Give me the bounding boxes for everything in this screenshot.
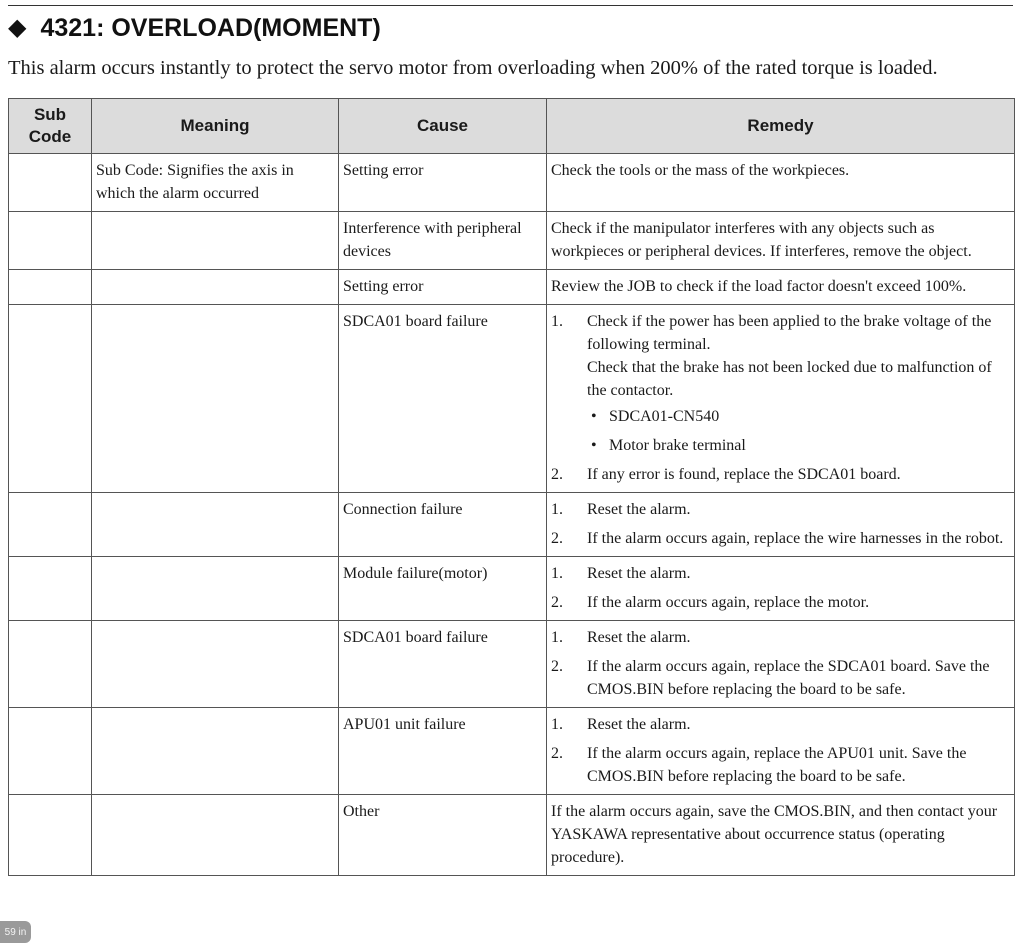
- step-number: 2.: [551, 745, 563, 762]
- step-body: [587, 742, 1010, 788]
- step-body: [587, 591, 1010, 614]
- step-text: Reset the alarm.: [587, 629, 691, 646]
- remedy-step: [551, 562, 1010, 585]
- step-number: 2.: [551, 658, 563, 675]
- table-header-row: [9, 99, 1015, 154]
- step-text: If the alarm occurs again, replace the SDCA01 board. Save the CMOS.BIN before replacing the board to be safe.: [587, 658, 990, 698]
- step-text: Reset the alarm.: [587, 565, 691, 582]
- terminal-item: [587, 434, 1010, 457]
- table-row: [9, 212, 1015, 270]
- step-number: 1.: [551, 716, 563, 733]
- page-indicator: 59 in: [0, 921, 31, 943]
- meaning-cell: [92, 621, 339, 708]
- sub-code-cell: [9, 305, 92, 493]
- step-number: 2.: [551, 594, 563, 611]
- cause-cell: Setting error: [339, 270, 547, 305]
- terminal-item: [587, 405, 1010, 428]
- step-text: Check if the power has been applied to the brake voltage of the following terminal. Check that the brake has not been locked due to malfunction of the contactor.: [587, 313, 992, 399]
- step-text: If the alarm occurs again, replace the wire harnesses in the robot.: [587, 530, 1004, 547]
- remedy-step: [551, 310, 1010, 457]
- meaning-cell: [92, 493, 339, 557]
- meaning-cell: [92, 270, 339, 305]
- remedy-step: [551, 713, 1010, 736]
- meaning-cell: [92, 795, 339, 876]
- remedy-steps: [551, 562, 1010, 614]
- remedy-cell: [547, 493, 1015, 557]
- table-row: [9, 708, 1015, 795]
- step-body: [587, 310, 1010, 457]
- diamond-bullet-icon: ◆: [8, 14, 27, 41]
- remedy-steps: [551, 310, 1010, 486]
- remedy-step: [551, 626, 1010, 649]
- header-sub-code: Sub Code: [9, 99, 92, 154]
- terminal-name: SDCA01-CN540: [609, 408, 720, 425]
- step-body: [587, 562, 1010, 585]
- step-text: If the alarm occurs again, replace the APU01 unit. Save the CMOS.BIN before replacing the board to be safe.: [587, 745, 967, 785]
- step-number: 2.: [551, 466, 563, 483]
- step-text: If any error is found, replace the SDCA01 board.: [587, 466, 901, 483]
- step-text: Reset the alarm.: [587, 716, 691, 733]
- step-number: 1.: [551, 629, 563, 646]
- alarm-title: 4321: OVERLOAD(MOMENT): [40, 13, 381, 42]
- cause-cell: Interference with peripheral devices: [339, 212, 547, 270]
- terminal-name: Motor brake terminal: [609, 437, 746, 454]
- table-row: [9, 305, 1015, 493]
- section-heading: [8, 11, 381, 45]
- step-body: [587, 655, 1010, 701]
- remedy-cell: [547, 557, 1015, 621]
- remedy-cell: [547, 708, 1015, 795]
- step-body: [587, 527, 1010, 550]
- remedy-step: [551, 591, 1010, 614]
- remedy-step: [551, 742, 1010, 788]
- remedy-steps: [551, 626, 1010, 701]
- remedy-steps: [551, 498, 1010, 550]
- remedy-steps: [551, 713, 1010, 788]
- meaning-cell: [92, 708, 339, 795]
- sub-code-cell: [9, 708, 92, 795]
- step-number: 1.: [551, 565, 563, 582]
- step-text: If the alarm occurs again, replace the motor.: [587, 594, 870, 611]
- step-number: 2.: [551, 530, 563, 547]
- remedy-step: [551, 463, 1010, 486]
- table-row: [9, 270, 1015, 305]
- remedy-cell: Check the tools or the mass of the workpieces.: [547, 154, 1015, 212]
- header-cause: Cause: [339, 99, 547, 154]
- header-remedy: Remedy: [547, 99, 1015, 154]
- cause-cell: Setting error: [339, 154, 547, 212]
- alarm-table: [8, 98, 1015, 876]
- table-row: [9, 621, 1015, 708]
- cause-cell: Other: [339, 795, 547, 876]
- remedy-cell: [547, 305, 1015, 493]
- header-meaning: Meaning: [92, 99, 339, 154]
- remedy-cell: If the alarm occurs again, save the CMOS.BIN, and then contact your YASKAWA representative about occurrence status (operating procedure).: [547, 795, 1015, 876]
- cause-cell: Connection failure: [339, 493, 547, 557]
- terminal-list: [587, 405, 1010, 457]
- sub-code-cell: [9, 621, 92, 708]
- cause-cell: SDCA01 board failure: [339, 621, 547, 708]
- cause-cell: SDCA01 board failure: [339, 305, 547, 493]
- table-row: [9, 493, 1015, 557]
- meaning-cell: [92, 212, 339, 270]
- remedy-cell: Check if the manipulator interferes with any objects such as workpieces or peripheral devices. If interferes, remove the object.: [547, 212, 1015, 270]
- bullet-icon: •: [591, 408, 597, 425]
- bullet-icon: •: [591, 437, 597, 454]
- table-row: [9, 557, 1015, 621]
- sub-code-cell: [9, 557, 92, 621]
- table-row: [9, 795, 1015, 876]
- step-body: [587, 626, 1010, 649]
- cause-cell: APU01 unit failure: [339, 708, 547, 795]
- step-body: [587, 713, 1010, 736]
- remedy-cell: [547, 621, 1015, 708]
- step-number: 1.: [551, 313, 563, 330]
- table-body: [9, 154, 1015, 876]
- step-body: [587, 463, 1010, 486]
- sub-code-cell: [9, 795, 92, 876]
- remedy-step: [551, 527, 1010, 550]
- step-body: [587, 498, 1010, 521]
- sub-code-cell: [9, 270, 92, 305]
- sub-code-cell: [9, 493, 92, 557]
- step-number: 1.: [551, 501, 563, 518]
- remedy-step: [551, 498, 1010, 521]
- cause-cell: Module failure(motor): [339, 557, 547, 621]
- table-row: [9, 154, 1015, 212]
- step-text: Reset the alarm.: [587, 501, 691, 518]
- sub-code-cell: [9, 154, 92, 212]
- sub-code-cell: [9, 212, 92, 270]
- remedy-cell: Review the JOB to check if the load factor doesn't exceed 100%.: [547, 270, 1015, 305]
- meaning-cell: [92, 305, 339, 493]
- meaning-cell: [92, 557, 339, 621]
- top-rule: [8, 5, 1013, 6]
- remedy-step: [551, 655, 1010, 701]
- alarm-description: This alarm occurs instantly to protect the servo motor from overloading when 200% of the rated torque is loaded.: [8, 57, 938, 79]
- meaning-cell: Sub Code: Signifies the axis in which the alarm occurred: [92, 154, 339, 212]
